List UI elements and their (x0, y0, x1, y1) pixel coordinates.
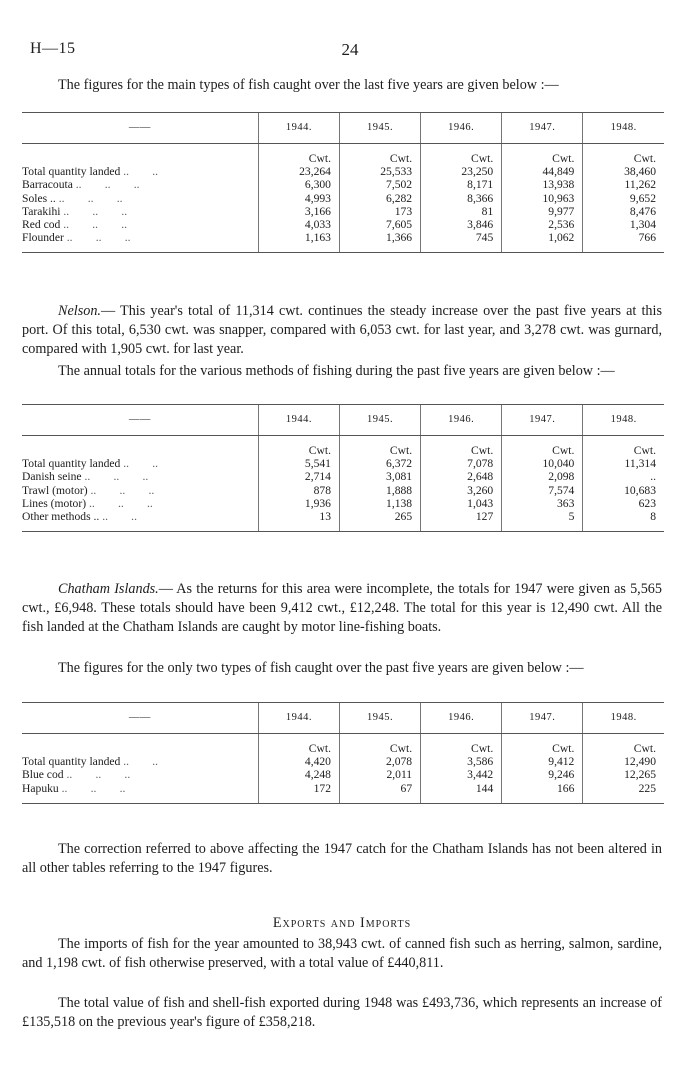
year-column (502, 734, 583, 804)
year-column (258, 734, 339, 804)
row-label (22, 768, 258, 781)
stub-header: —— (22, 113, 258, 144)
year-column (339, 734, 420, 804)
cell-value: 1,043 (467, 496, 494, 510)
unit-label: Cwt. (389, 742, 413, 755)
cell-value: 127 (475, 510, 494, 524)
cell-value: 878 (313, 483, 331, 497)
cell-value: 8,476 (629, 204, 656, 218)
row-label-text: Blue cod (22, 768, 64, 782)
unit-label: Cwt. (552, 152, 575, 165)
cell-value: 2,648 (467, 470, 494, 484)
cell-value: 12,265 (624, 768, 656, 782)
stub-header: —— (22, 703, 258, 734)
table-body-row (22, 144, 664, 253)
row-label-text: Trawl (motor) (22, 483, 88, 497)
year-header: 1948. (583, 405, 664, 436)
unit-label: Cwt. (308, 742, 331, 755)
cell-value: 9,246 (548, 768, 575, 782)
unit-label: Cwt. (308, 444, 331, 457)
table1-intro: The figures for the main types of fish caught over the last five years are given below :— (58, 77, 559, 93)
row-labels (22, 436, 258, 532)
cell-value: 4,420 (304, 755, 331, 769)
unit-spacer (22, 152, 258, 165)
methods-table (22, 404, 664, 532)
correction-paragraph: The correction referred to above affecting the 1947 catch for the Chatham Islands has not been altered in all other tables referring to the 1947 figures. (22, 841, 662, 876)
cell-value: 13 (319, 510, 331, 524)
year-column (339, 436, 420, 532)
year-header: 1946. (421, 703, 502, 734)
cell-value: 3,586 (467, 755, 494, 769)
cell-value: 9,412 (548, 755, 575, 769)
year-column (421, 734, 502, 804)
cell-value: 1,888 (386, 483, 413, 497)
year-column (258, 436, 339, 532)
cell-value: 25,533 (380, 165, 413, 179)
unit-label: Cwt. (471, 742, 494, 755)
unit-spacer (22, 742, 258, 755)
year-header: 1945. (339, 113, 420, 144)
cell-value: 13,938 (542, 178, 575, 192)
cell-value: 1,163 (304, 231, 331, 245)
nelson-paragraph (22, 302, 662, 359)
leader-dots: .. .. (123, 165, 159, 179)
row-label (22, 782, 258, 795)
cell-value: 1,138 (386, 496, 413, 510)
cell-value: 3,846 (467, 218, 494, 232)
year-header: 1947. (502, 703, 583, 734)
leader-dots: .. .. .. (61, 781, 126, 795)
cell-value: 1,366 (386, 231, 413, 245)
exports-imports-heading: Exports and Imports (272, 915, 412, 931)
row-label-text: Total quantity landed (22, 457, 121, 471)
unit-label: Cwt. (633, 742, 656, 755)
row-label (22, 510, 258, 523)
unit-label: Cwt. (389, 152, 413, 165)
row-label (22, 484, 258, 497)
row-label (22, 497, 258, 510)
year-column (502, 144, 583, 253)
year-column (421, 144, 502, 253)
leader-dots: .. .. .. (66, 768, 131, 782)
row-label (22, 457, 258, 470)
page-number: 24 (341, 40, 359, 59)
row-label-text: Flounder (22, 231, 64, 245)
year-column (583, 144, 664, 253)
table3-intro: The figures for the only two types of fish caught over the past five years are given below :— (58, 660, 584, 676)
cell-value: 12,490 (624, 755, 656, 769)
leader-dots: .. .. .. (58, 191, 123, 205)
unit-label: Cwt. (552, 742, 575, 755)
row-labels (22, 734, 258, 804)
year-header: 1944. (258, 405, 339, 436)
cell-value: 3,260 (467, 483, 494, 497)
row-label-text: Other methods .. (22, 510, 100, 524)
year-column (421, 436, 502, 532)
cell-value: 745 (475, 231, 494, 245)
year-header: 1948. (583, 703, 664, 734)
year-header: 1947. (502, 113, 583, 144)
unit-spacer (22, 444, 258, 457)
cell-value: 44,849 (542, 165, 575, 179)
imports-paragraph: The imports of fish for the year amounted to 38,943 cwt. of canned fish such as herring, salmon, sardine, and 1,198 cwt. of fish otherwise preserved, with a total value of £440,811. (22, 936, 662, 971)
cell-value: 10,963 (542, 191, 575, 205)
leader-dots: .. .. (123, 457, 159, 471)
cell-value: 7,605 (386, 218, 413, 232)
year-header: 1944. (258, 113, 339, 144)
unit-label: Cwt. (633, 152, 656, 165)
year-column (339, 144, 420, 253)
leader-dots: .. .. .. (88, 496, 153, 510)
cell-value: 7,078 (467, 457, 494, 471)
cell-value: 38,460 (624, 165, 656, 179)
cell-value: 7,502 (386, 178, 413, 192)
leader-dots: .. .. .. (63, 204, 128, 218)
cell-value: 2,078 (386, 755, 413, 769)
row-label-text: Red cod (22, 218, 61, 232)
cell-value: 2,011 (386, 768, 413, 782)
chatham-lead: Chatham Islands. (58, 581, 159, 597)
cell-value: 5,541 (304, 457, 331, 471)
year-header: 1945. (339, 703, 420, 734)
leader-dots: .. .. .. (75, 178, 140, 192)
cell-value: .. (650, 470, 656, 484)
unit-label: Cwt. (552, 444, 575, 457)
cell-value: 8,171 (467, 178, 494, 192)
leader-dots: .. .. .. (90, 483, 155, 497)
row-label (22, 218, 258, 231)
unit-label: Cwt. (308, 152, 331, 165)
cell-value: 623 (638, 496, 656, 510)
cell-value: 3,166 (304, 204, 331, 218)
leader-dots: .. .. .. (84, 470, 149, 484)
cell-value: 2,098 (548, 470, 575, 484)
cell-value: 4,248 (304, 768, 331, 782)
row-label (22, 470, 258, 483)
report-code: H—15 (30, 40, 76, 57)
row-label-text: Hapuku (22, 781, 59, 795)
leader-dots: .. .. (102, 510, 137, 524)
cell-value: 10,683 (624, 483, 656, 497)
cell-value: 23,264 (299, 165, 331, 179)
cell-value: 23,250 (461, 165, 494, 179)
row-label-text: Tarakihi (22, 204, 61, 218)
row-label (22, 192, 258, 205)
cell-value: 144 (475, 781, 494, 795)
cell-value: 11,314 (624, 457, 656, 471)
cell-value: 1,062 (548, 231, 575, 245)
cell-value: 173 (394, 204, 413, 218)
row-label-text: Total quantity landed (22, 755, 121, 769)
cell-value: 225 (638, 781, 656, 795)
table-header-row (22, 703, 664, 734)
cell-value: 5 (568, 510, 575, 524)
cell-value: 8 (650, 510, 656, 524)
cell-value: 11,262 (624, 178, 656, 192)
cell-value: 172 (313, 781, 331, 795)
cell-value: 3,081 (386, 470, 413, 484)
year-column (583, 436, 664, 532)
cell-value: 6,372 (386, 457, 413, 471)
year-column (258, 144, 339, 253)
cell-value: 10,040 (542, 457, 575, 471)
unit-label: Cwt. (471, 152, 494, 165)
cell-value: 766 (638, 231, 656, 245)
year-header: 1946. (421, 405, 502, 436)
table2-intro: The annual totals for the various methods of fishing during the past five years are given below :— (58, 363, 615, 379)
exports-paragraph: The total value of fish and shell-fish exported during 1948 was £493,736, which represents an increase of £135,518 on the previous year's figure of £358,218. (22, 995, 662, 1030)
year-header: 1944. (258, 703, 339, 734)
row-label-text: Total quantity landed (22, 165, 121, 179)
cell-value: 4,033 (304, 218, 331, 232)
cell-value: 4,993 (304, 191, 331, 205)
nelson-text: — This year's total of 11,314 cwt. continues the steady increase over the past five years at this port. Of this total, 6,530 cwt. was snapper, compared with 6,053 cwt. for last year, and 3,278 cwt. was gurnard, compared with 1,905 cwt. for last year. (22, 303, 662, 357)
cell-value: 2,536 (548, 218, 575, 232)
row-label (22, 178, 258, 191)
unit-label: Cwt. (389, 444, 413, 457)
row-label (22, 231, 258, 244)
table-body-row (22, 436, 664, 532)
cell-value: 265 (394, 510, 413, 524)
cell-value: 6,282 (386, 191, 413, 205)
cell-value: 8,366 (467, 191, 494, 205)
table-header-row (22, 113, 664, 144)
main-types-table (22, 112, 664, 253)
table-header-row (22, 405, 664, 436)
cell-value: 2,714 (304, 470, 331, 484)
nelson-lead: Nelson. (58, 303, 101, 319)
row-label (22, 165, 258, 178)
row-label-text: Soles .. (22, 191, 56, 205)
row-label-text: Barracouta (22, 178, 73, 192)
year-header: 1946. (421, 113, 502, 144)
row-labels (22, 144, 258, 253)
leader-dots: .. .. (123, 755, 159, 769)
cell-value: 166 (556, 781, 575, 795)
year-header: 1945. (339, 405, 420, 436)
cell-value: 6,300 (304, 178, 331, 192)
row-label-text: Danish seine (22, 470, 82, 484)
year-column (583, 734, 664, 804)
row-label-text: Lines (motor) (22, 496, 87, 510)
cell-value: 3,442 (467, 768, 494, 782)
chatham-paragraph (22, 580, 662, 637)
row-label (22, 205, 258, 218)
cell-value: 9,652 (629, 191, 656, 205)
unit-label: Cwt. (471, 444, 494, 457)
cell-value: 7,574 (548, 483, 575, 497)
year-header: 1947. (502, 405, 583, 436)
cell-value: 67 (400, 781, 413, 795)
cell-value: 363 (556, 496, 575, 510)
row-label (22, 755, 258, 768)
chatham-types-table (22, 702, 664, 804)
cell-value: 1,304 (629, 218, 656, 232)
chatham-text: — As the returns for this area were incomplete, the totals for 1947 were given as 5,565 cwt., £6,948. These totals should have been 9,412 cwt., £12,248. The total for this year is 12,490 cwt. All the fish landed at the Chatham Islands are caught by motor line-fishing boats. (22, 581, 662, 635)
cell-value: 9,977 (548, 204, 575, 218)
leader-dots: .. .. .. (66, 231, 131, 245)
table-body-row (22, 734, 664, 804)
cell-value: 81 (481, 204, 494, 218)
leader-dots: .. .. .. (63, 218, 127, 232)
cell-value: 1,936 (304, 496, 331, 510)
year-header: 1948. (583, 113, 664, 144)
unit-label: Cwt. (633, 444, 656, 457)
stub-header: —— (22, 405, 258, 436)
year-column (502, 436, 583, 532)
